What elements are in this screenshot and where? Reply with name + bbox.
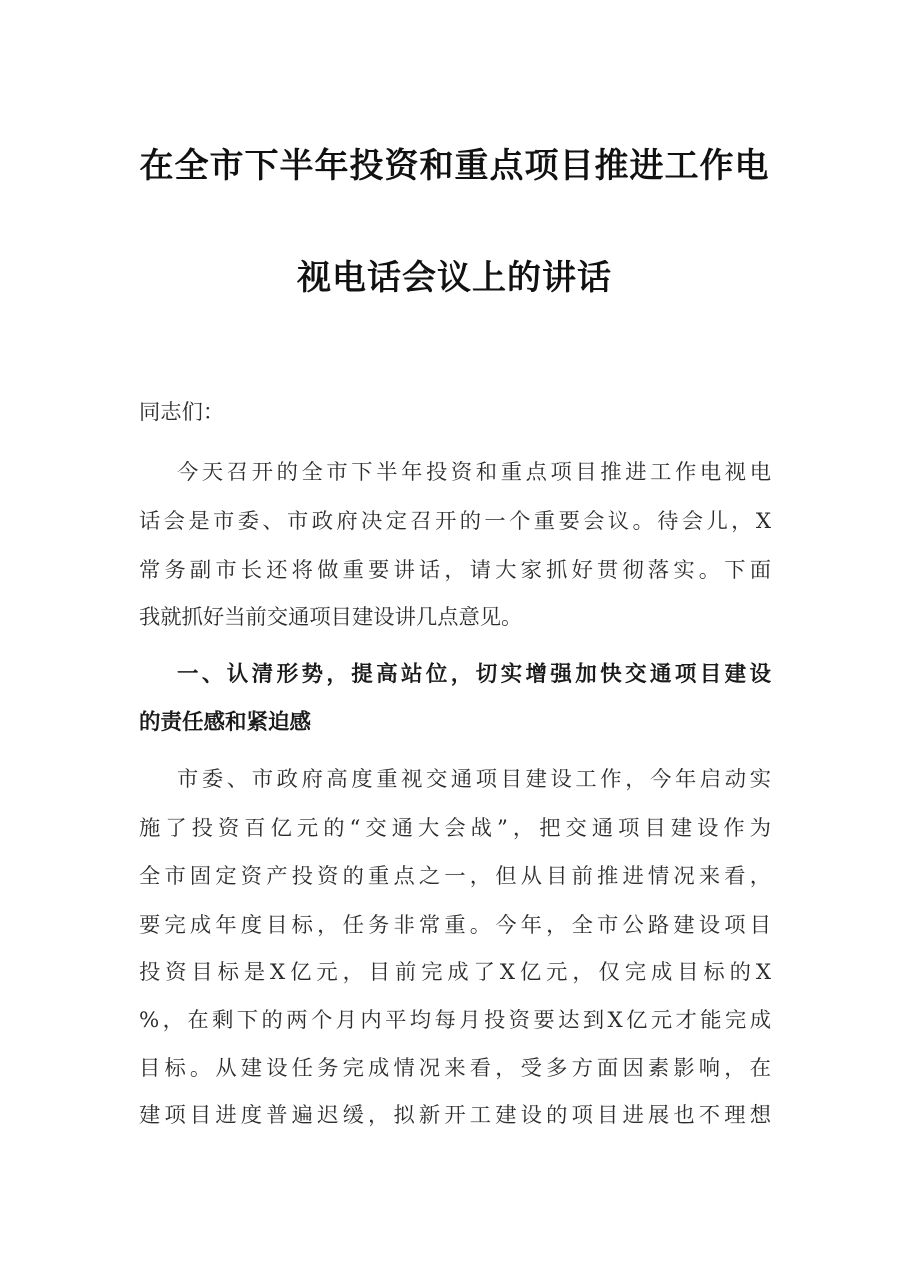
paragraph-2-line-8: 建项目进度普遍迟缓，拟新开工建设的项目进展也不理想 <box>139 1103 771 1128</box>
section-heading-1-line-1: 一、认清形势，提高站位，切实增强加快交通项目建设 <box>177 662 771 687</box>
paragraph-2-line-6: %，在剩下的两个月内平均每月投资要达到X亿元才能完成 <box>139 1008 771 1033</box>
paragraph-1-line-2: 话会是市委、市政府决定召开的一个重要会议。待会儿，X <box>139 509 771 534</box>
paragraph-1-line-3: 常务副市长还将做重要讲话，请大家抓好贯彻落实。下面 <box>139 558 771 583</box>
paragraph-2-line-5: 投资目标是X亿元，目前完成了X亿元，仅完成目标的X <box>139 960 771 985</box>
paragraph-2-line-4: 要完成年度目标，任务非常重。今年，全市公路建设项目 <box>139 913 771 938</box>
paragraph-2-line-7: 目标。从建设任务完成情况来看，受多方面因素影响，在 <box>139 1056 771 1081</box>
salutation: 同志们： <box>139 400 225 425</box>
paragraph-2-line-3: 全市固定资产投资的重点之一，但从目前推进情况来看， <box>139 864 771 889</box>
paragraph-1-line-4: 我就抓好当前交通项目建设讲几点意见。 <box>139 605 523 630</box>
document-title-line-2: 视电话会议上的讲话 <box>297 258 612 298</box>
paragraph-1-line-1: 今天召开的全市下半年投资和重点项目推进工作电视电 <box>177 460 771 485</box>
document-title-line-1: 在全市下半年投资和重点项目推进工作电 <box>139 146 770 186</box>
section-heading-1-line-2: 的责任感和紧迫感 <box>139 710 312 735</box>
paragraph-2-line-2: 施了投资百亿元的“交通大会战”，把交通项目建设作为 <box>139 816 771 841</box>
paragraph-2-line-1: 市委、市政府高度重视交通项目建设工作，今年启动实 <box>177 767 771 792</box>
